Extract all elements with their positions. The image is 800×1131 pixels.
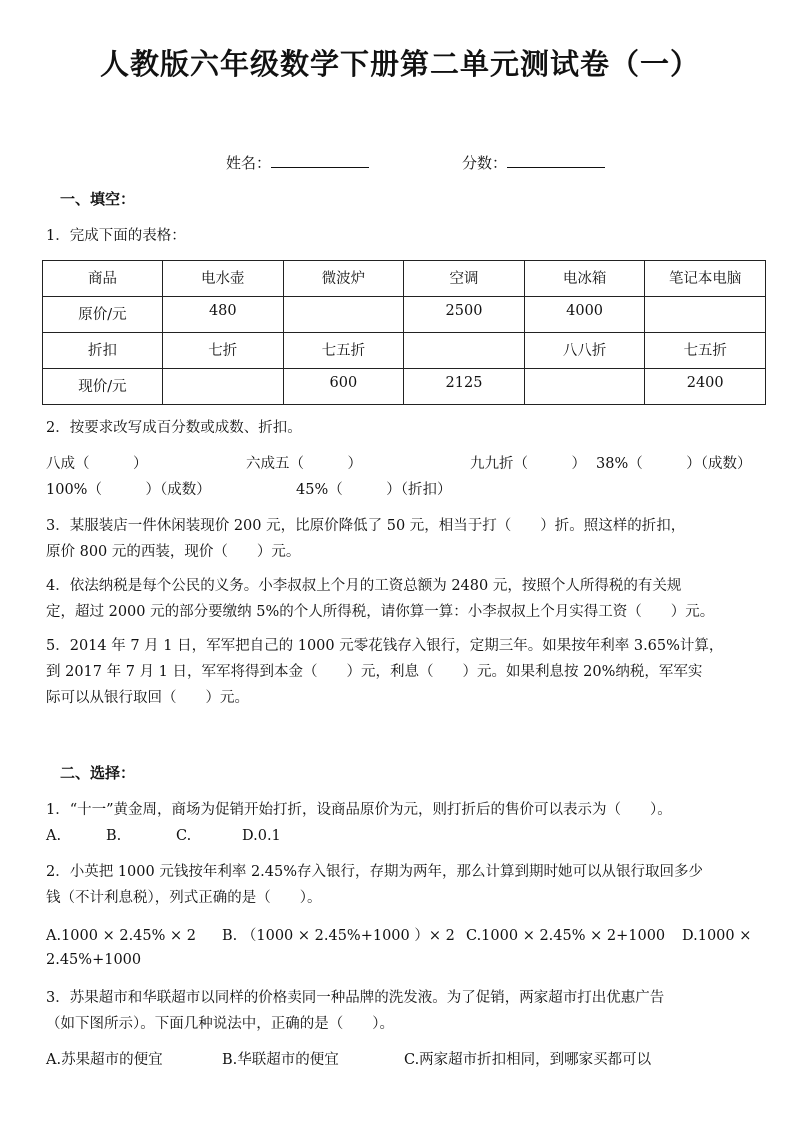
name-blank[interactable] xyxy=(271,153,369,168)
table-cell: 八八折 xyxy=(524,333,645,369)
choice-question-1: 1．“十一”黄金周，商场为促销开始打折，设商品原价为元，则打折后的售价可以表示为（ ）。 xyxy=(46,802,672,818)
table-cell: 七五折 xyxy=(283,333,404,369)
choice-question-3-line2: （如下图所示）。下面几种说法中，正确的是（ ）。 xyxy=(46,1016,394,1032)
score-label: 分数： xyxy=(462,154,508,172)
choice-question-3-line1: 3．苏果超市和华联超市以同样的价格卖同一种品牌的洗发液。为了促销，两家超市打出优惠广告 xyxy=(46,990,665,1006)
question-5-line3: 际可以从银行取回（ ）元。 xyxy=(46,690,249,706)
section1-heading: 一、填空： xyxy=(60,190,136,208)
table-cell[interactable] xyxy=(163,369,284,405)
table-cell[interactable] xyxy=(524,369,645,405)
table-cell[interactable] xyxy=(404,333,525,369)
question-5-line1: 5．2014 年 7 月 1 日，军军把自己的 1000 元零花钱存入银行，定期三年。如果按年利率 3.65%计算， xyxy=(46,638,724,654)
question-4-line1: 4．依法纳税是每个公民的义务。小李叔叔上个月的工资总额为 2480 元，按照个人所得税的有关规 xyxy=(46,578,682,594)
q2-item-d: 38%（ ）（成数） xyxy=(596,456,752,472)
table-cell[interactable] xyxy=(283,297,404,333)
choice-q2-option-b[interactable]: B. （1000 × 2.45%+1000 ）× 2 xyxy=(222,928,455,944)
table-row xyxy=(43,333,766,369)
choice-q3-option-b[interactable]: B.华联超市的便宜 xyxy=(222,1052,339,1068)
choice-q1-option-c[interactable]: C. xyxy=(176,828,192,844)
q2-item-e: 100%（ ）（成数） xyxy=(46,482,211,498)
question-2: 2．按要求改写成百分数或成数、折扣。 xyxy=(46,420,302,436)
choice-q3-option-a[interactable]: A.苏果超市的便宜 xyxy=(46,1052,163,1068)
table-header-cell: 商品 xyxy=(43,261,163,297)
table-header-cell: 电冰箱 xyxy=(524,261,645,297)
table-cell: 4000 xyxy=(524,297,645,333)
question-3-line1: 3．某服装店一件休闲装现价 200 元，比原价降低了 50 元，相当于打（ ）折。照这样的折扣， xyxy=(46,518,686,534)
name-field xyxy=(226,152,369,173)
table-cell: 480 xyxy=(163,297,284,333)
choice-q2-option-c[interactable]: C.1000 × 2.45% × 2+1000 xyxy=(466,928,666,944)
q2-item-a: 八成（ ） xyxy=(46,456,148,472)
choice-question-2-line1: 2．小英把 1000 元钱按年利率 2.45%存入银行，存期为两年，那么计算到期时她可以从银行取回多少 xyxy=(46,864,704,880)
table-row xyxy=(43,261,766,297)
question-3-line2: 原价 800 元的西装，现价（ ）元。 xyxy=(46,544,301,560)
table-cell: 2500 xyxy=(404,297,525,333)
table-cell: 七五折 xyxy=(645,333,766,369)
table-row xyxy=(43,297,766,333)
choice-q2-option-a[interactable]: A.1000 × 2.45% × 2 xyxy=(46,928,197,944)
name-label: 姓名： xyxy=(226,154,272,172)
choice-q2-option-d[interactable]: D.1000 × xyxy=(682,928,752,944)
table-header-cell: 笔记本电脑 xyxy=(645,261,766,297)
choice-q1-option-a[interactable]: A. xyxy=(46,828,62,844)
choice-q3-option-c[interactable]: C.两家超市折扣相同，到哪家买都可以 xyxy=(404,1052,652,1068)
table-cell: 2400 xyxy=(645,369,766,405)
choice-question-2-line2: 钱（不计利息税），列式正确的是（ ）。 xyxy=(46,890,322,906)
question-5-line2: 到 2017 年 7 月 1 日，军军将得到本金（ ）元，利息（ ）元。如果利息按 20%纳税，军军实 xyxy=(46,664,703,680)
table-cell: 600 xyxy=(283,369,404,405)
q2-item-b: 六成五（ ） xyxy=(246,456,362,472)
table-cell: 2125 xyxy=(404,369,525,405)
table-cell[interactable] xyxy=(645,297,766,333)
table-header-cell: 电水壶 xyxy=(163,261,284,297)
q2-item-f: 45%（ ）（折扣） xyxy=(296,482,452,498)
choice-q2-option-d-cont: 2.45%+1000 xyxy=(46,952,142,968)
price-table xyxy=(42,260,766,405)
score-blank[interactable] xyxy=(507,153,605,168)
question-1: 1．完成下面的表格： xyxy=(46,228,186,244)
table-cell: 七折 xyxy=(163,333,284,369)
table-header-cell: 空调 xyxy=(404,261,525,297)
page-title: 人教版六年级数学下册第二单元测试卷（一） xyxy=(99,47,700,81)
choice-q1-option-b[interactable]: B. xyxy=(106,828,122,844)
choice-q1-option-d[interactable]: D.0.1 xyxy=(242,828,281,844)
q2-item-c: 九九折（ ） xyxy=(470,456,586,472)
table-row-label: 折扣 xyxy=(43,333,163,369)
table-row-label: 原价/元 xyxy=(43,297,163,333)
score-field xyxy=(462,152,605,173)
table-header-cell: 微波炉 xyxy=(283,261,404,297)
question-4-line2: 定，超过 2000 元的部分要缴纳 5%的个人所得税，请你算一算：小李叔叔上个月实得工资（ ）元。 xyxy=(46,604,715,620)
section2-heading: 二、选择： xyxy=(60,764,136,782)
table-row xyxy=(43,369,766,405)
table-row-label: 现价/元 xyxy=(43,369,163,405)
